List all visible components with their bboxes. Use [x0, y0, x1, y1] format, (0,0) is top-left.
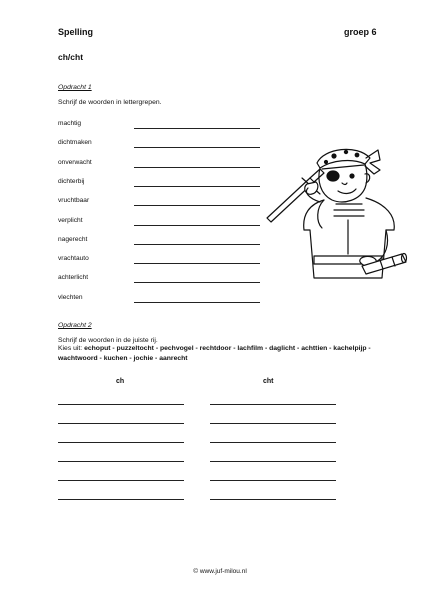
answer-line[interactable]: [134, 282, 260, 283]
exercise1-word: machtig: [58, 120, 82, 127]
exercise1-word: nagerecht: [58, 235, 88, 243]
answer-line-cht[interactable]: [210, 499, 336, 500]
exercise1-word: vruchtbaar: [58, 197, 90, 205]
pirate-boy-illustration: [262, 138, 412, 298]
answer-line-ch[interactable]: [58, 480, 184, 481]
answer-line[interactable]: [134, 186, 260, 187]
answer-line-ch[interactable]: [58, 404, 184, 405]
choices-line2: [58, 355, 398, 362]
exercise1-word: onverwacht: [58, 158, 92, 166]
exercise1-word: dichtmaken: [58, 139, 92, 147]
answer-line[interactable]: [134, 244, 260, 245]
exercise1-word: vrachtauto: [58, 255, 89, 263]
answer-line-cht[interactable]: [210, 461, 336, 462]
exercise1-word: verplicht: [58, 216, 83, 224]
answer-line[interactable]: [134, 225, 260, 226]
answer-line-cht[interactable]: [210, 423, 336, 424]
choices-line1: [58, 345, 398, 352]
answer-line[interactable]: [134, 263, 260, 264]
group-label: groep 6: [344, 27, 377, 37]
answer-line[interactable]: [134, 205, 260, 206]
footer-copyright: © www.juf-milou.nl: [193, 568, 247, 575]
answer-line-ch[interactable]: [58, 442, 184, 443]
exercise2-heading: Opdracht 2: [58, 322, 92, 329]
answer-line-cht[interactable]: [210, 442, 336, 443]
answer-line[interactable]: [134, 167, 260, 168]
exercise1-word: achterlicht: [58, 274, 89, 282]
answer-line-cht[interactable]: [210, 480, 336, 481]
topic-label: ch/cht: [58, 52, 84, 62]
answer-line-cht[interactable]: [210, 404, 336, 405]
answer-line[interactable]: [134, 302, 260, 303]
exercise2-instruction: Schrijf de woorden in de juiste rij.: [58, 337, 158, 344]
choices-words-2: wachtwoord - kuchen - jochie - aanrecht: [58, 355, 188, 362]
column-heading-ch: ch: [116, 378, 125, 385]
answer-line-ch[interactable]: [58, 423, 184, 424]
answer-line-ch[interactable]: [58, 461, 184, 462]
answer-line[interactable]: [134, 128, 260, 129]
answer-line-ch[interactable]: [58, 499, 184, 500]
choices-words-1: echoput - puzzeltocht - pechvogel - rechtdoor - lachfilm - daglicht - achttien - kachelpijp -: [84, 345, 371, 352]
exercise1-heading: Opdracht 1: [58, 84, 92, 91]
exercise1-word: vlechten: [58, 293, 83, 301]
worksheet-title: Spelling: [58, 27, 94, 37]
exercise1-instruction: Schrijf de woorden in lettergrepen.: [58, 99, 162, 106]
choose-prefix: Kies uit:: [58, 345, 83, 352]
exercise1-word: dichterbij: [58, 177, 85, 185]
answer-line[interactable]: [134, 147, 260, 148]
column-heading-cht: cht: [263, 378, 274, 385]
